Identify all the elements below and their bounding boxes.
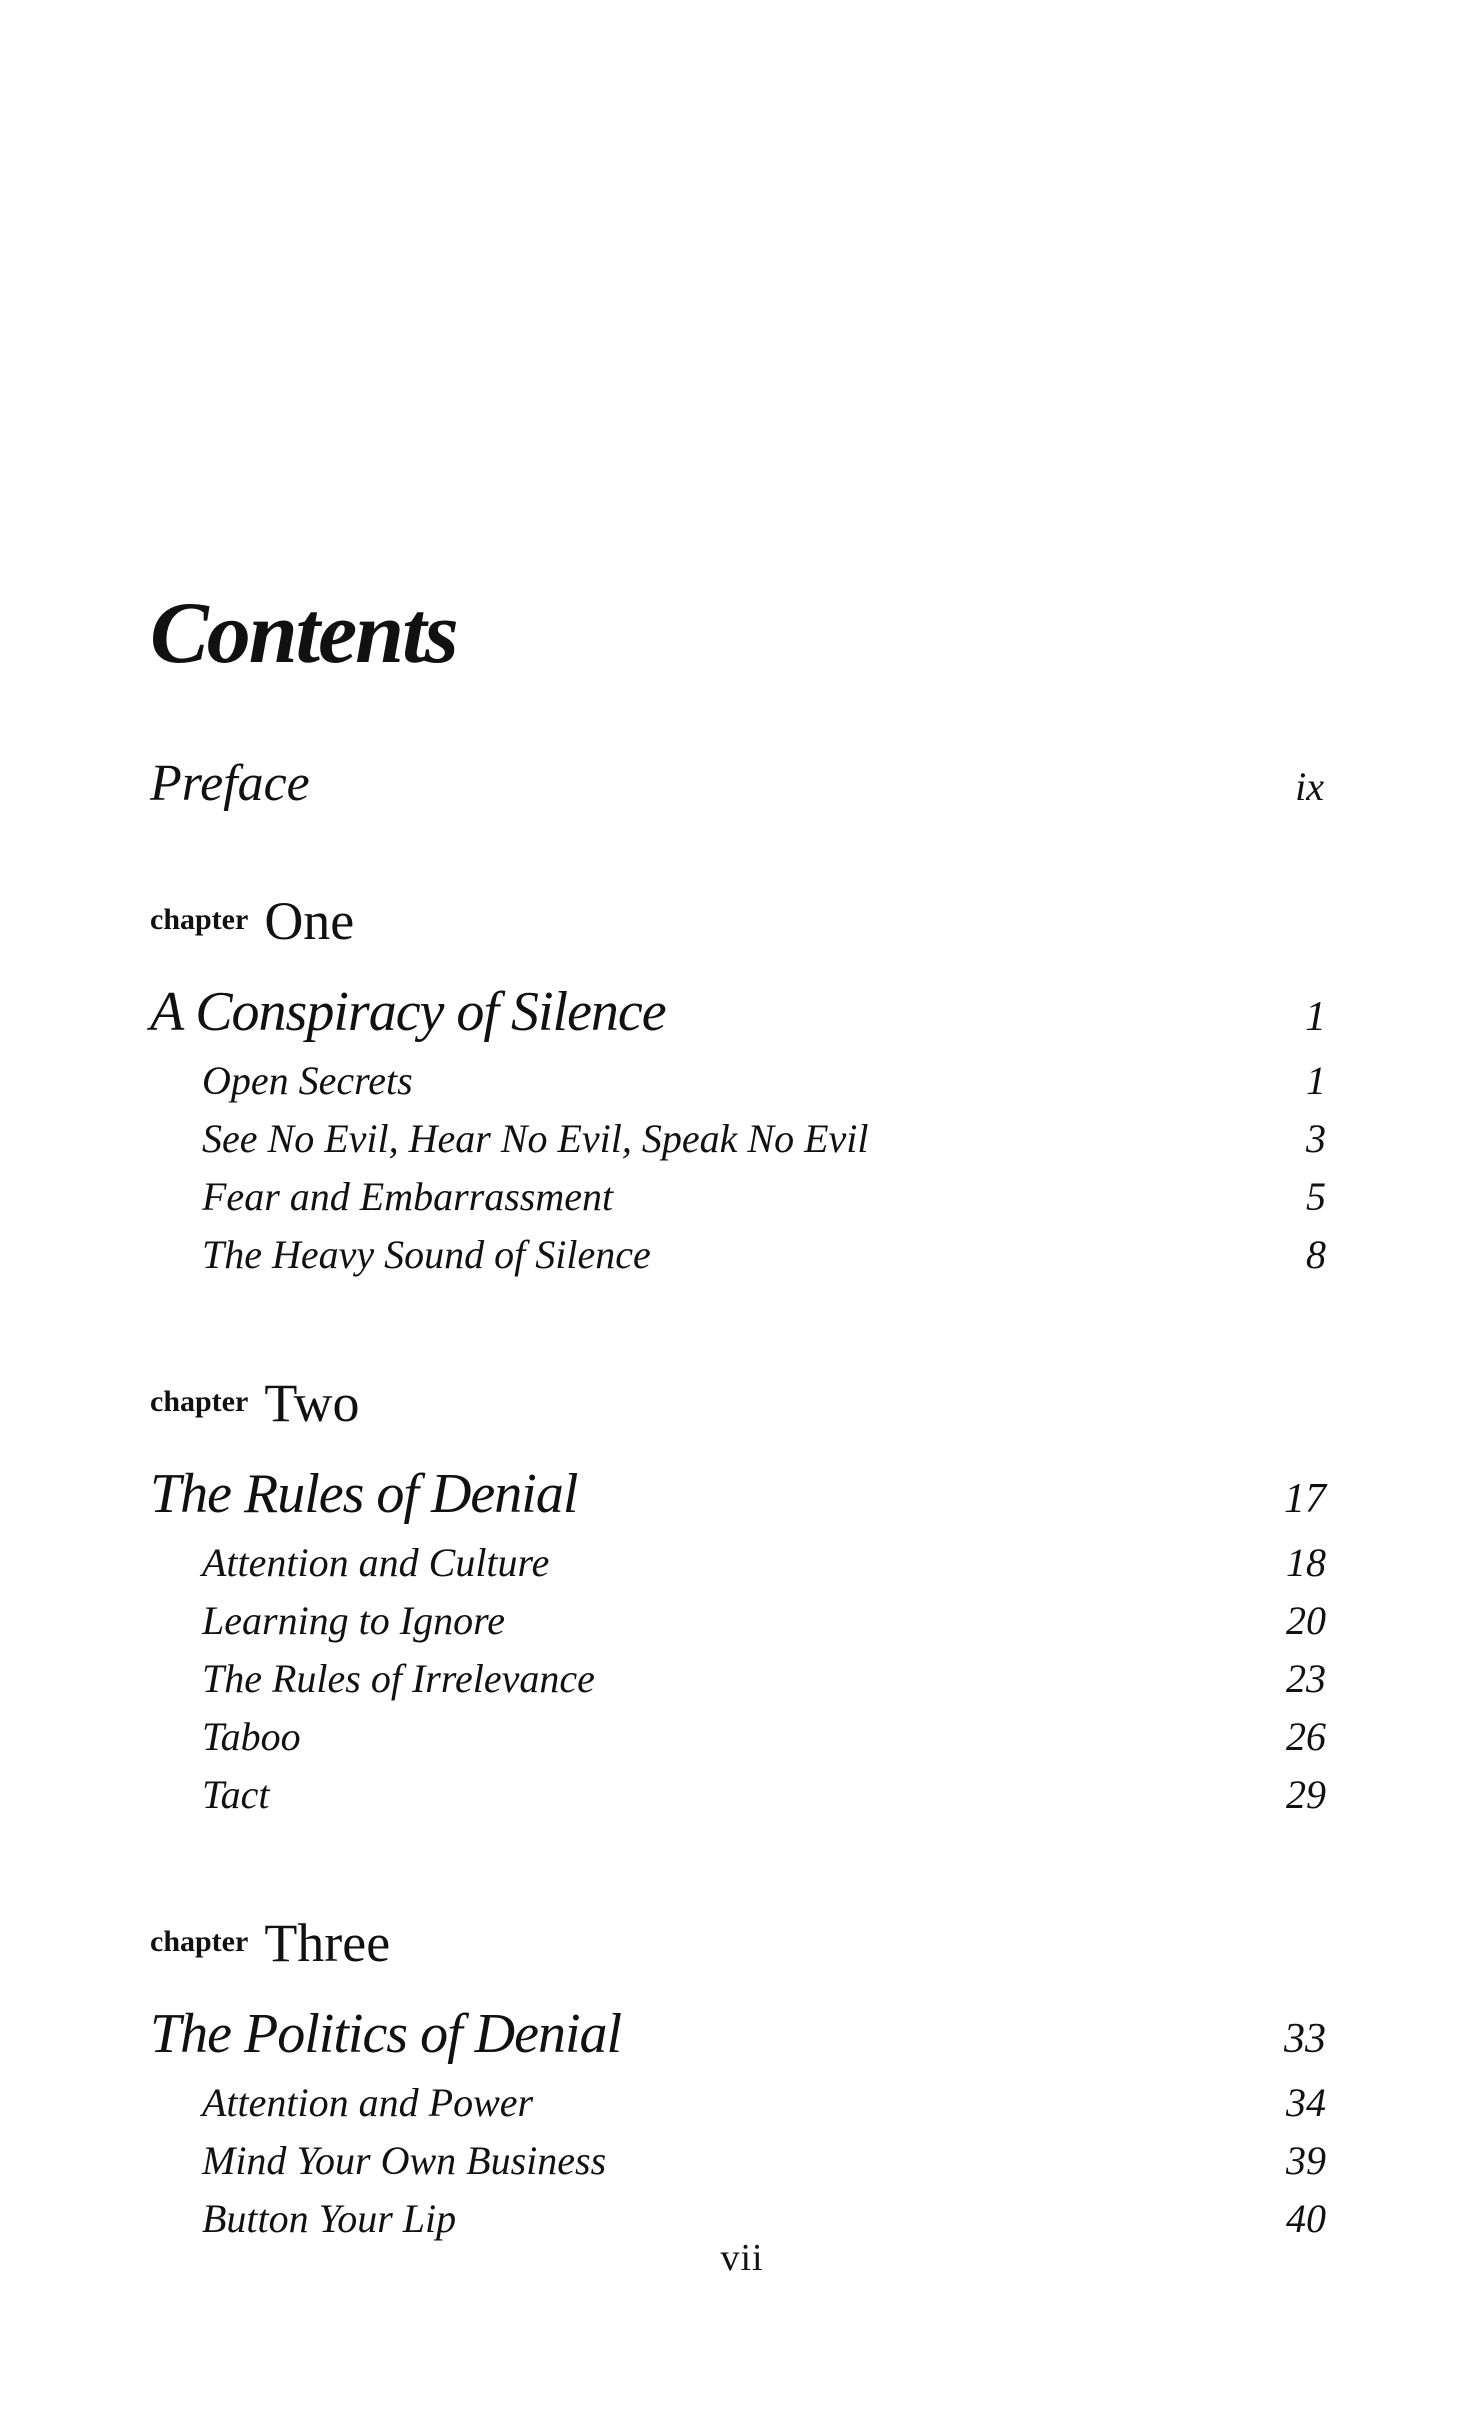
entry-page-number: ix bbox=[1295, 764, 1324, 809]
entry-page-number: 40 bbox=[1286, 2196, 1326, 2241]
toc-entry-section[interactable] bbox=[150, 1592, 1326, 1650]
entry-title: Fear and Embarrassment bbox=[202, 1174, 614, 1219]
entry-title: The Politics of Denial bbox=[150, 2003, 622, 2065]
entry-title: Learning to Ignore bbox=[202, 1598, 505, 1643]
toc-entry-section[interactable] bbox=[150, 2132, 1326, 2190]
chapter-heading bbox=[150, 1373, 1326, 1433]
toc-entry-section[interactable] bbox=[150, 2074, 1326, 2132]
entry-title: The Rules of Irrelevance bbox=[202, 1656, 595, 1701]
toc-entry-section[interactable] bbox=[150, 1226, 1326, 1284]
chapter-word: chapter bbox=[150, 1925, 249, 1958]
toc-entry-section[interactable] bbox=[150, 1650, 1326, 1708]
entry-page-number: 23 bbox=[1286, 1656, 1326, 1701]
entry-page-number: 20 bbox=[1286, 1598, 1326, 1643]
toc-entry-chapter[interactable] bbox=[150, 2003, 1326, 2065]
toc-entry-section[interactable] bbox=[150, 1766, 1326, 1824]
entry-page-number: 26 bbox=[1286, 1714, 1326, 1759]
entry-title: Mind Your Own Business bbox=[202, 2138, 607, 2183]
chapter-heading bbox=[150, 891, 1326, 951]
chapter-block-three bbox=[150, 1913, 1326, 2248]
page-title: Contents bbox=[150, 585, 457, 682]
entry-title: Preface bbox=[150, 755, 310, 812]
entry-page-number: 3 bbox=[1306, 1116, 1326, 1161]
chapter-block-one bbox=[150, 891, 1326, 1284]
entry-page-number: 17 bbox=[1284, 1476, 1326, 1522]
entry-title: Attention and Power bbox=[202, 2080, 534, 2125]
toc-entry-section[interactable] bbox=[150, 1708, 1326, 1766]
entry-page-number: 29 bbox=[1286, 1772, 1326, 1817]
toc-entry-chapter[interactable] bbox=[150, 1463, 1326, 1525]
entry-page-number: 1 bbox=[1306, 1058, 1326, 1103]
chapter-word: chapter bbox=[150, 903, 249, 936]
chapter-heading bbox=[150, 1913, 1326, 1973]
entry-title: Tact bbox=[202, 1772, 270, 1817]
entry-title: A Conspiracy of Silence bbox=[150, 981, 666, 1043]
toc-entry-preface[interactable] bbox=[150, 755, 1326, 812]
entry-title: Attention and Culture bbox=[202, 1540, 550, 1585]
entry-page-number: 39 bbox=[1286, 2138, 1326, 2183]
table-of-contents bbox=[150, 585, 1326, 2340]
toc-entry-section[interactable] bbox=[150, 1534, 1326, 1592]
entry-title: Open Secrets bbox=[202, 1058, 413, 1103]
entry-title: See No Evil, Hear No Evil, Speak No Evil bbox=[202, 1116, 869, 1161]
toc-entry-section[interactable] bbox=[150, 1168, 1326, 1226]
entry-page-number: 8 bbox=[1306, 1232, 1326, 1277]
toc-entry-chapter[interactable] bbox=[150, 981, 1326, 1043]
entry-title: Taboo bbox=[202, 1714, 301, 1759]
entry-page-number: 33 bbox=[1284, 2016, 1326, 2062]
entry-page-number: 34 bbox=[1286, 2080, 1326, 2125]
entry-title: Button Your Lip bbox=[202, 2196, 457, 2241]
chapter-word: chapter bbox=[150, 1385, 249, 1418]
chapter-number: Three bbox=[264, 1913, 391, 1973]
entry-page-number: 1 bbox=[1305, 994, 1326, 1040]
entry-page-number: 18 bbox=[1286, 1540, 1326, 1585]
chapter-number: Two bbox=[264, 1373, 360, 1433]
chapter-number: One bbox=[264, 891, 355, 951]
page-folio: vii bbox=[720, 2237, 764, 2279]
entry-page-number: 5 bbox=[1306, 1174, 1326, 1219]
chapter-block-two bbox=[150, 1373, 1326, 1824]
toc-entry-section[interactable] bbox=[150, 1110, 1326, 1168]
entry-title: The Rules of Denial bbox=[150, 1463, 578, 1525]
toc-entry-section[interactable] bbox=[150, 1052, 1326, 1110]
entry-title: The Heavy Sound of Silence bbox=[202, 1232, 651, 1277]
